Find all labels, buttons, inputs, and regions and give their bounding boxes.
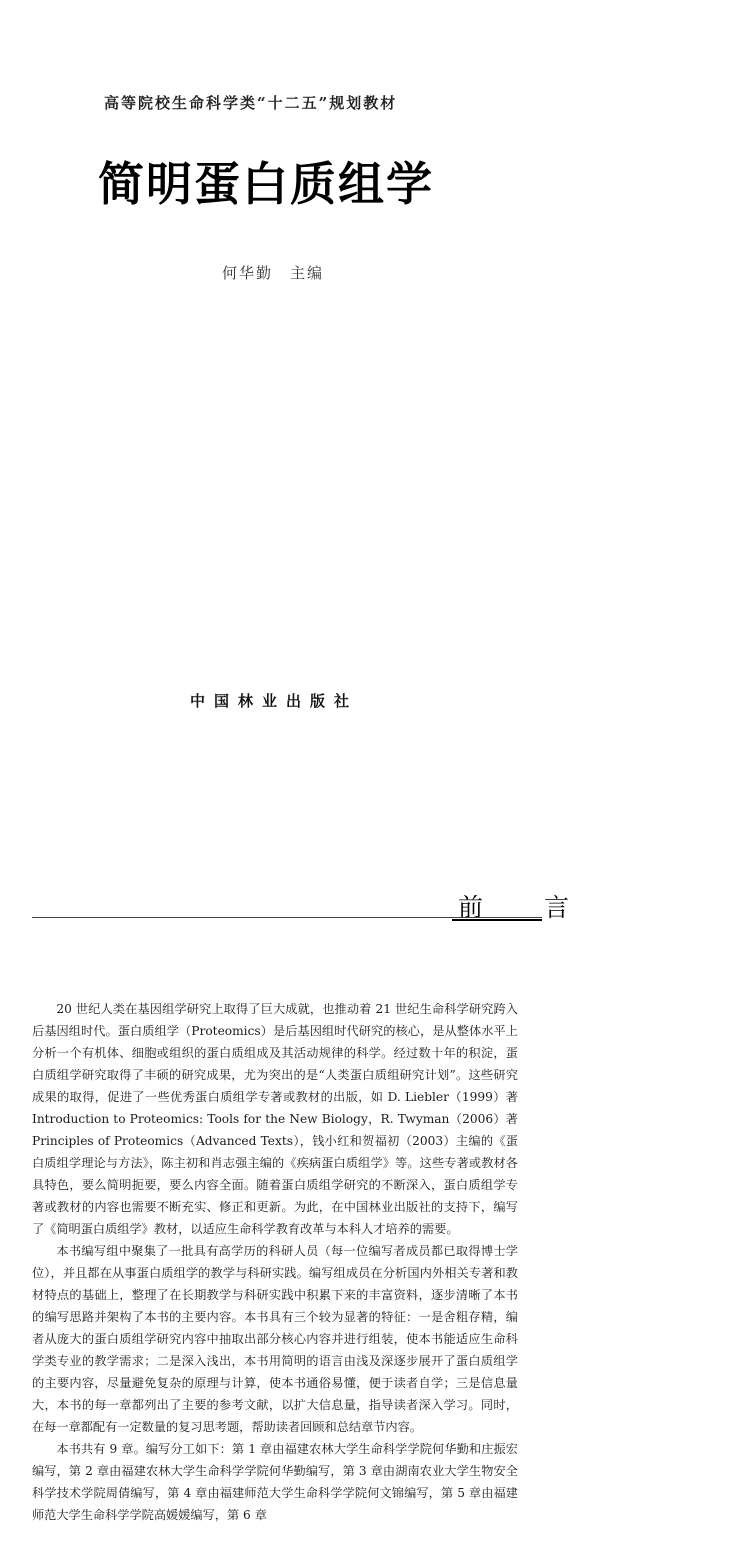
preface-heading: 前 言 [458, 893, 588, 922]
publisher-name: 中国林业出版社 [190, 692, 359, 710]
heading-rule-accent [452, 919, 542, 921]
preface-body [32, 998, 518, 1526]
series-title: 高等院校生命科学类“十二五”规划教材 [104, 94, 398, 112]
preface-paragraph-1: 20 世纪人类在基因组学研究上取得了巨大成就，也推动着 21 世纪生命科学研究跨入后基因组时代。蛋白质组学（Proteomics）是后基因组时代研究的核心，是从整体水平上分析一个有机体、细胞或组织的蛋白质组成及其活动规律的科学。经过数十年的积淀，蛋白质组学研究取得了丰硕的研究成果，尤为突出的是“人类蛋白质组研究计划”。这些研究成果的取得，促进了一些优秀蛋白质组学专著或教材的出版，如 D. Liebler（1999）著 Introduction to Proteomics: Tools for the New Biology，R. Twyman（2006）著 Principles of Proteomics（Advanced Texts），钱小红和贺福初（2003）主编的《蛋白质组学理论与方法》，陈主初和肖志强主编的《疾病蛋白质组学》等。这些专著或教材各具特色，要么简明扼要，要么内容全面。随着蛋白质组学研究的不断深入，蛋白质组学专著或教材的内容也需要不断充实、修正和更新。为此，在中国林业出版社的支持下，编写了《简明蛋白质组学》教材，以适应生命科学教育改革与本科人才培养的需要。 [32, 1002, 518, 1236]
editor-line: 何华勤 主编 [222, 264, 325, 282]
preface-paragraph-2: 本书编写组中聚集了一批具有高学历的科研人员（每一位编写者成员都已取得博士学位），并且都在从事蛋白质组学的教学与科研实践。编写组成员在分析国内外相关专著和教材特点的基础上，整理了在长期教学与科研实践中积累下来的丰富资料，逐步清晰了本书的编写思路并架构了本书的主要内容。本书具有三个较为显著的特征：一是舍粗存精，编者从庞大的蛋白质组学研究内容中抽取出部分核心内容并进行组装，使本书能适应生命科学类专业的教学需求；二是深入浅出，本书用简明的语言由浅及深逐步展开了蛋白质组学的主要内容，尽量避免复杂的原理与计算，使本书通俗易懂，便于读者自学；三是信息量大，本书的每一章都列出了主要的参考文献，以扩大信息量，指导读者深入学习。同时，在每一章都配有一定数量的复习思考题，帮助读者回顾和总结章节内容。 [32, 1244, 518, 1434]
heading-rule [32, 917, 542, 918]
book-title: 简明蛋白质组学 [98, 157, 434, 211]
preface-paragraph-3: 本书共有 9 章。编写分工如下：第 1 章由福建农林大学生命科学学院何华勤和庄振宏编写，第 2 章由福建农林大学生命科学学院何华勤编写，第 3 章由湖南农业大学生物安全科学技术学院周倩编写，第 4 章由福建师范大学生命科学学院何文锦编写，第 5 章由福建师范大学生命科学学院高媛媛编写，第 6 章 [32, 1442, 518, 1522]
